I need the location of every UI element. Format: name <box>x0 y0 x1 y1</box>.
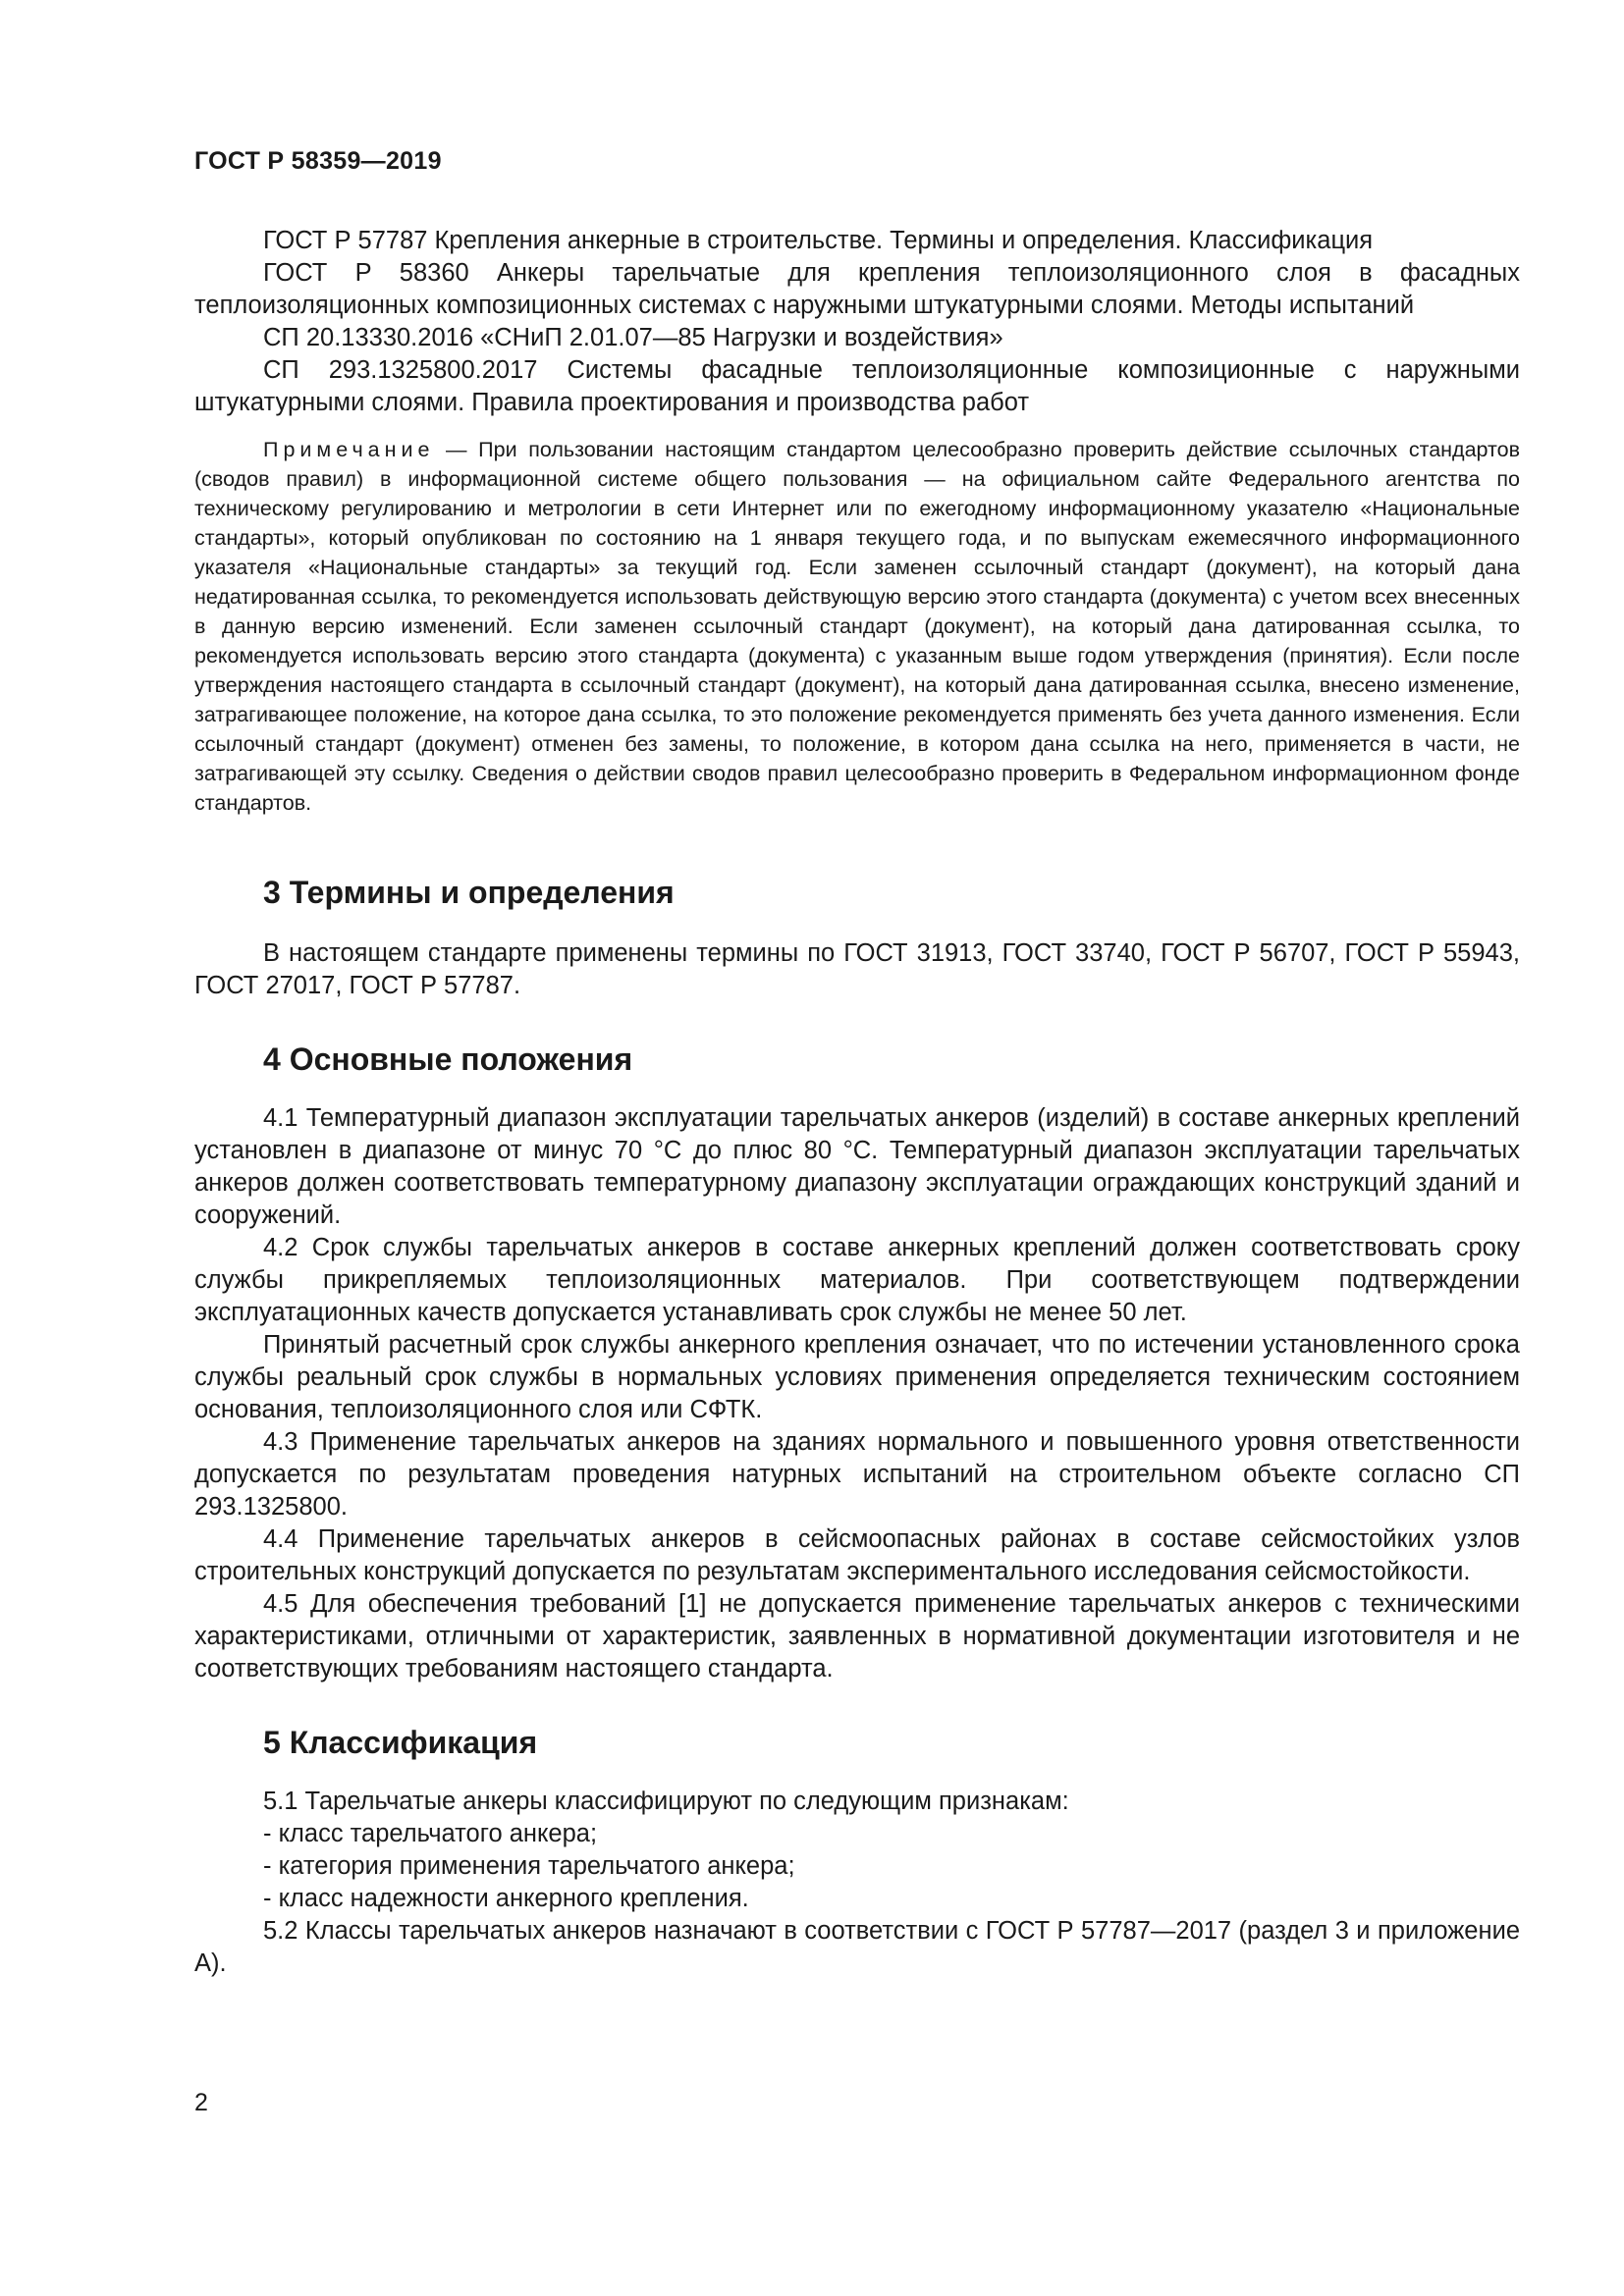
classification-list <box>194 1818 1520 1915</box>
list-item: - класс надежности анкерного крепления. <box>263 1885 749 1912</box>
clause-4-3: 4.3 Применение тарельчатых анкеров на зданиях нормального и повышенного уровня ответственности допускается по результатам проведения натурных испытаний на строительном объекте согласно СП 293.1325800. <box>194 1428 1520 1521</box>
reference-item: СП 20.13330.2016 «СНиП 2.01.07—85 Нагрузки и воздействия» <box>263 324 1003 351</box>
clause-4-1: 4.1 Температурный диапазон эксплуатации тарельчатых анкеров (изделий) в составе анкерных креплений установлен в диапазоне от минус 70 °С до плюс 80 °С. Температурный диапазон эксплуатации тарельчатых анкеров должен соответствовать температурному диапазону эксплуатации ограждающих конструкций зданий и сооружений. <box>194 1104 1520 1229</box>
clause-4-5: 4.5 Для обеспечения требований [1] не допускается применение тарельчатых анкеров с техническими характеристиками, отличными от характеристик, заявленных в нормативной документации изготовителя и не соответствующих требованиям настоящего стандарта. <box>194 1590 1520 1682</box>
section-3-heading: 3 Термины и определения <box>263 875 675 910</box>
section-5-heading: 5 Классификация <box>263 1725 538 1760</box>
clause-4-2: 4.2 Срок службы тарельчатых анкеров в составе анкерных креплений должен соответствовать сроку службы прикрепляемых теплоизоляционных материалов. При соответствующем подтверждении эксплуатационных качеств допускается устанавливать срок службы не менее 50 лет. <box>194 1234 1520 1326</box>
list-item: - класс тарельчатого анкера; <box>263 1820 598 1847</box>
document-code: ГОСТ Р 58359—2019 <box>194 147 442 175</box>
note-text: — При пользовании настоящим стандартом целесообразно проверить действие ссылочных стандартов (сводов правил) в информационной системе общего пользования — на официальном сайте Федерального агентства по техническому регулированию и метрологии в сети Интернет или по ежегодному информационному указателю «Национальные стандарты», который опубликован по состоянию на 1 января текущего года, и по выпускам ежемесячного информационного указателя «Национальные стандарты» за текущий год. Если заменен ссылочный стандарт (документ), на который дана недатированная ссылка, то рекомендуется использовать действующую версию этого стандарта (документа) с учетом всех внесенных в данную версию изменений. Если заменен ссылочный стандарт (документ), на который дана датированная ссылка, то рекомендуется использовать версию этого стандарта (документа) с указанным выше годом утверждения (принятия). Если после утверждения настоящего стандарта в ссылочный стандарт (документ), на который дана датированная ссылка, внесено изменение, затрагивающее положение, на которое дана ссылка, то это положение рекомендуется применять без учета данного изменения. Если ссылочный стандарт (документ) отменен без замены, то положение, в котором дана ссылка на него, применяется в части, не затрагивающей эту ссылку. Сведения о действии сводов правил целесообразно проверить в Федеральном информационном фонде стандартов. <box>194 438 1520 815</box>
section-3-text: В настоящем стандарте применены термины по ГОСТ 31913, ГОСТ 33740, ГОСТ Р 56707, ГОСТ Р 55943, ГОСТ 27017, ГОСТ Р 57787. <box>194 939 1520 999</box>
list-item: - категория применения тарельчатого анкера; <box>263 1852 795 1880</box>
note-paragraph <box>194 435 1520 818</box>
clause-4-4: 4.4 Применение тарельчатых анкеров в сейсмоопасных районах в составе сейсмостойких узлов строительных конструкций допускается по результатам экспериментального исследования сейсмостойкости. <box>194 1525 1520 1585</box>
normative-references <box>194 225 1520 419</box>
note-label: Примечание <box>263 438 435 461</box>
clause-5-1: 5.1 Тарельчатые анкеры классифицируют по следующим признакам: <box>263 1788 1069 1815</box>
reference-item: ГОСТ Р 58360 Анкеры тарельчатые для крепления теплоизоляционного слоя в фасадных теплоизоляционных композиционных системах с наружными штукатурными слоями. Методы испытаний <box>194 259 1520 319</box>
page-number: 2 <box>194 2089 208 2116</box>
document-page <box>194 147 1520 1980</box>
clause-4-2-continuation: Принятый расчетный срок службы анкерного крепления означает, что по истечении установленного срока службы реальный срок службы в нормальных условиях применения определяется техническим состоянием основания, теплоизоляционного слоя или СФТК. <box>194 1331 1520 1423</box>
reference-item: СП 293.1325800.2017 Системы фасадные теплоизоляционные композиционные с наружными штукатурными слоями. Правила проектирования и производства работ <box>194 356 1520 416</box>
clause-5-2: 5.2 Классы тарельчатых анкеров назначают в соответствии с ГОСТ Р 57787—2017 (раздел 3 и приложение А). <box>194 1917 1520 1977</box>
reference-item: ГОСТ Р 57787 Крепления анкерные в строительстве. Термины и определения. Классификация <box>263 227 1374 254</box>
section-4-heading: 4 Основные положения <box>263 1041 633 1077</box>
